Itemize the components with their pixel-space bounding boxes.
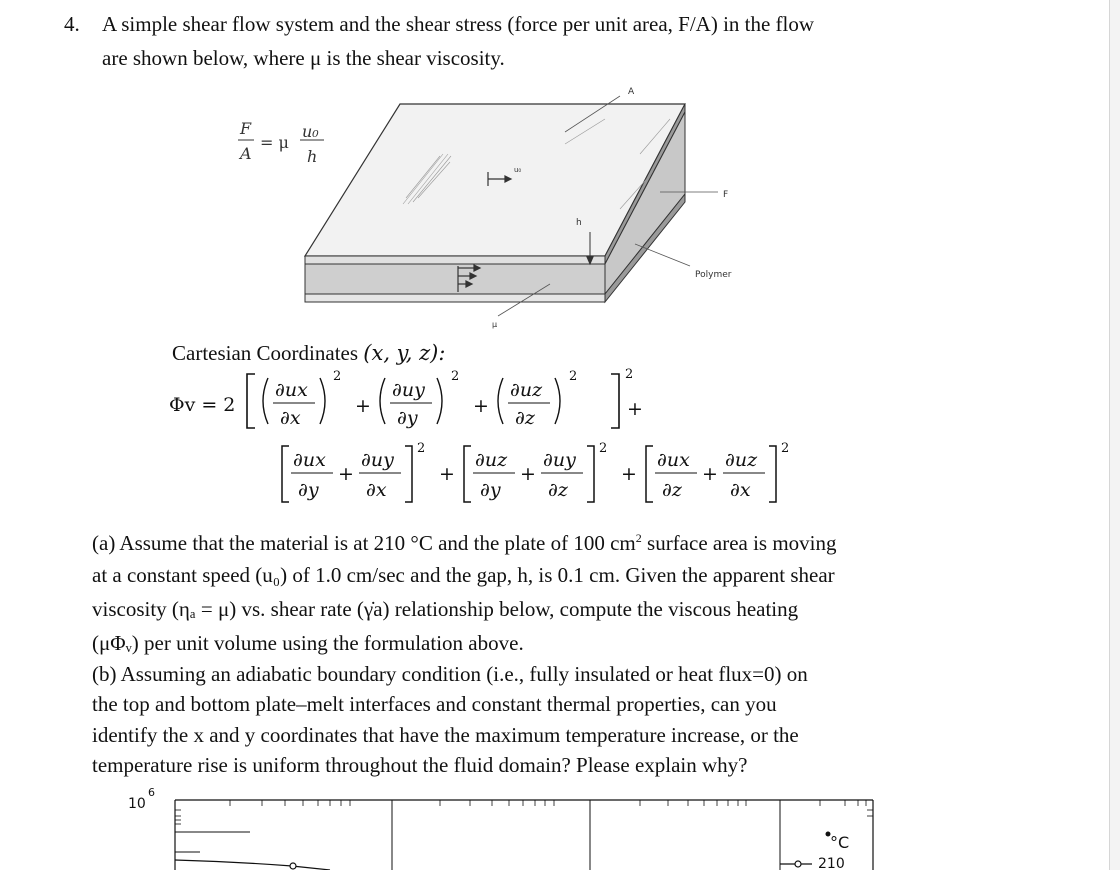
series-210-curve [175,860,330,870]
shear-stress-equation [238,119,324,166]
svg-text:∂x: ∂x [366,479,387,501]
svg-text:2: 2 [333,369,342,384]
part-a-line-3: viscosity (ηₐ = μ) vs. shear rate (γ̇a) relationship below, compute the viscous heating [92,597,799,621]
stress-rhs-denominator: h [307,147,318,166]
y-tick-label-exp: 6 [148,786,155,799]
part-b-line-4: temperature rise is uniform throughout the fluid domain? Please explain why? [92,753,748,777]
svg-text:∂ux: ∂ux [293,449,326,471]
question-intro-line-1: A simple shear flow system and the shear stress (force per unit area, F/A) in the flow [102,12,815,36]
eq-bracket-exp: 2 [625,367,634,382]
eq-term-shear-zy [464,441,607,502]
label-polymer: Polymer [695,270,732,280]
svg-text:∂uy: ∂uy [543,449,576,471]
legend-title: °C [830,833,850,852]
chart-minor-ticks [175,800,873,824]
part-b-line-3: identify the x and y coordinates that have the maximum temperature increase, or the [92,723,799,747]
svg-text:∂y: ∂y [397,407,418,429]
bottom-plate-front [305,294,605,302]
svg-text:∂z: ∂z [515,407,535,429]
stress-equals-mu: = μ [260,133,289,152]
svg-text:2: 2 [781,441,790,456]
svg-text:∂uy: ∂uy [392,379,425,401]
stress-lhs-numerator: F [240,119,252,138]
svg-text:+: + [355,395,371,417]
eq-term-shear-xz [646,441,789,502]
svg-text:∂x: ∂x [730,479,751,501]
question-intro-line-2: are shown below, where μ is the shear viscosity. [102,46,505,70]
coordinates-title-math: (x, y, z): [363,341,446,365]
eq-lhs: Φv = 2 [169,394,236,416]
label-h: h [576,218,582,228]
viscous-dissipation-equation [165,366,845,518]
polymer-front-face [305,264,605,294]
label-A: A [628,87,635,97]
eq-term-dux-dx-squared [263,369,341,429]
part-b-line-2: the top and bottom plate–melt interfaces and constant thermal properties, can you [92,692,777,716]
svg-text:∂y: ∂y [298,479,319,501]
svg-text:∂uy: ∂uy [361,449,394,471]
legend-series-210: 210 [818,856,845,870]
svg-text:∂uz: ∂uz [510,379,543,401]
svg-text:∂uz: ∂uz [475,449,508,471]
label-u0: u₀ [514,166,522,174]
svg-text:+: + [702,463,718,485]
svg-text:+: + [621,463,637,485]
y-tick-label-base: 10 [128,796,146,812]
svg-text:∂uz: ∂uz [725,449,758,471]
eq-term-duz-dz-squared [498,369,577,429]
legend-degree-dot [826,832,831,837]
scrollbar-track[interactable] [1109,0,1120,870]
svg-text:∂ux: ∂ux [275,379,308,401]
svg-text:∂x: ∂x [280,407,301,429]
chart-frame [175,800,873,870]
series-210-point [290,863,296,869]
eq-row1-trailing-plus: + [627,398,643,420]
svg-text:∂ux: ∂ux [657,449,690,471]
part-a-line-1: (a) Assume that the material is at 210 °C and the plate of 100 $cm^2$ surface area is moving [92,531,837,555]
coordinates-title [172,341,445,366]
stress-lhs-denominator: A [240,144,252,163]
svg-text:∂y: ∂y [480,479,501,501]
part-b-line-1: (b) Assuming an adiabatic boundary condition (i.e., fully insulated or heat flux=0) on [92,662,808,686]
svg-text:∂z: ∂z [548,479,568,501]
svg-text:+: + [473,395,489,417]
eq-term-shear-xy [282,441,425,502]
svg-text:∂z: ∂z [662,479,682,501]
svg-text:+: + [338,463,354,485]
legend-marker-210 [795,861,801,867]
svg-text:2: 2 [599,441,608,456]
svg-text:+: + [520,463,536,485]
part-a-line-2: at a constant speed (u₀) of 1.0 cm/sec and the gap, h, is 0.1 cm. Given the apparent shear [92,563,835,587]
svg-text:2: 2 [417,441,426,456]
top-plate-front [305,256,605,264]
viscosity-chart [0,780,900,870]
svg-text:2: 2 [451,369,460,384]
label-mu: μ [492,320,498,329]
shear-flow-diagram [220,84,780,336]
label-F: F [723,190,729,200]
svg-text:2: 2 [569,369,578,384]
part-a-line-4: (μΦᵥ) per unit volume using the formulation above. [92,631,524,655]
coordinates-title-text: Cartesian Coordinates [172,341,364,365]
svg-text:+: + [439,463,455,485]
stress-rhs-numerator: u₀ [302,122,319,141]
question-number: 4. [64,12,80,36]
eq-term-duy-dy-squared [380,369,459,429]
